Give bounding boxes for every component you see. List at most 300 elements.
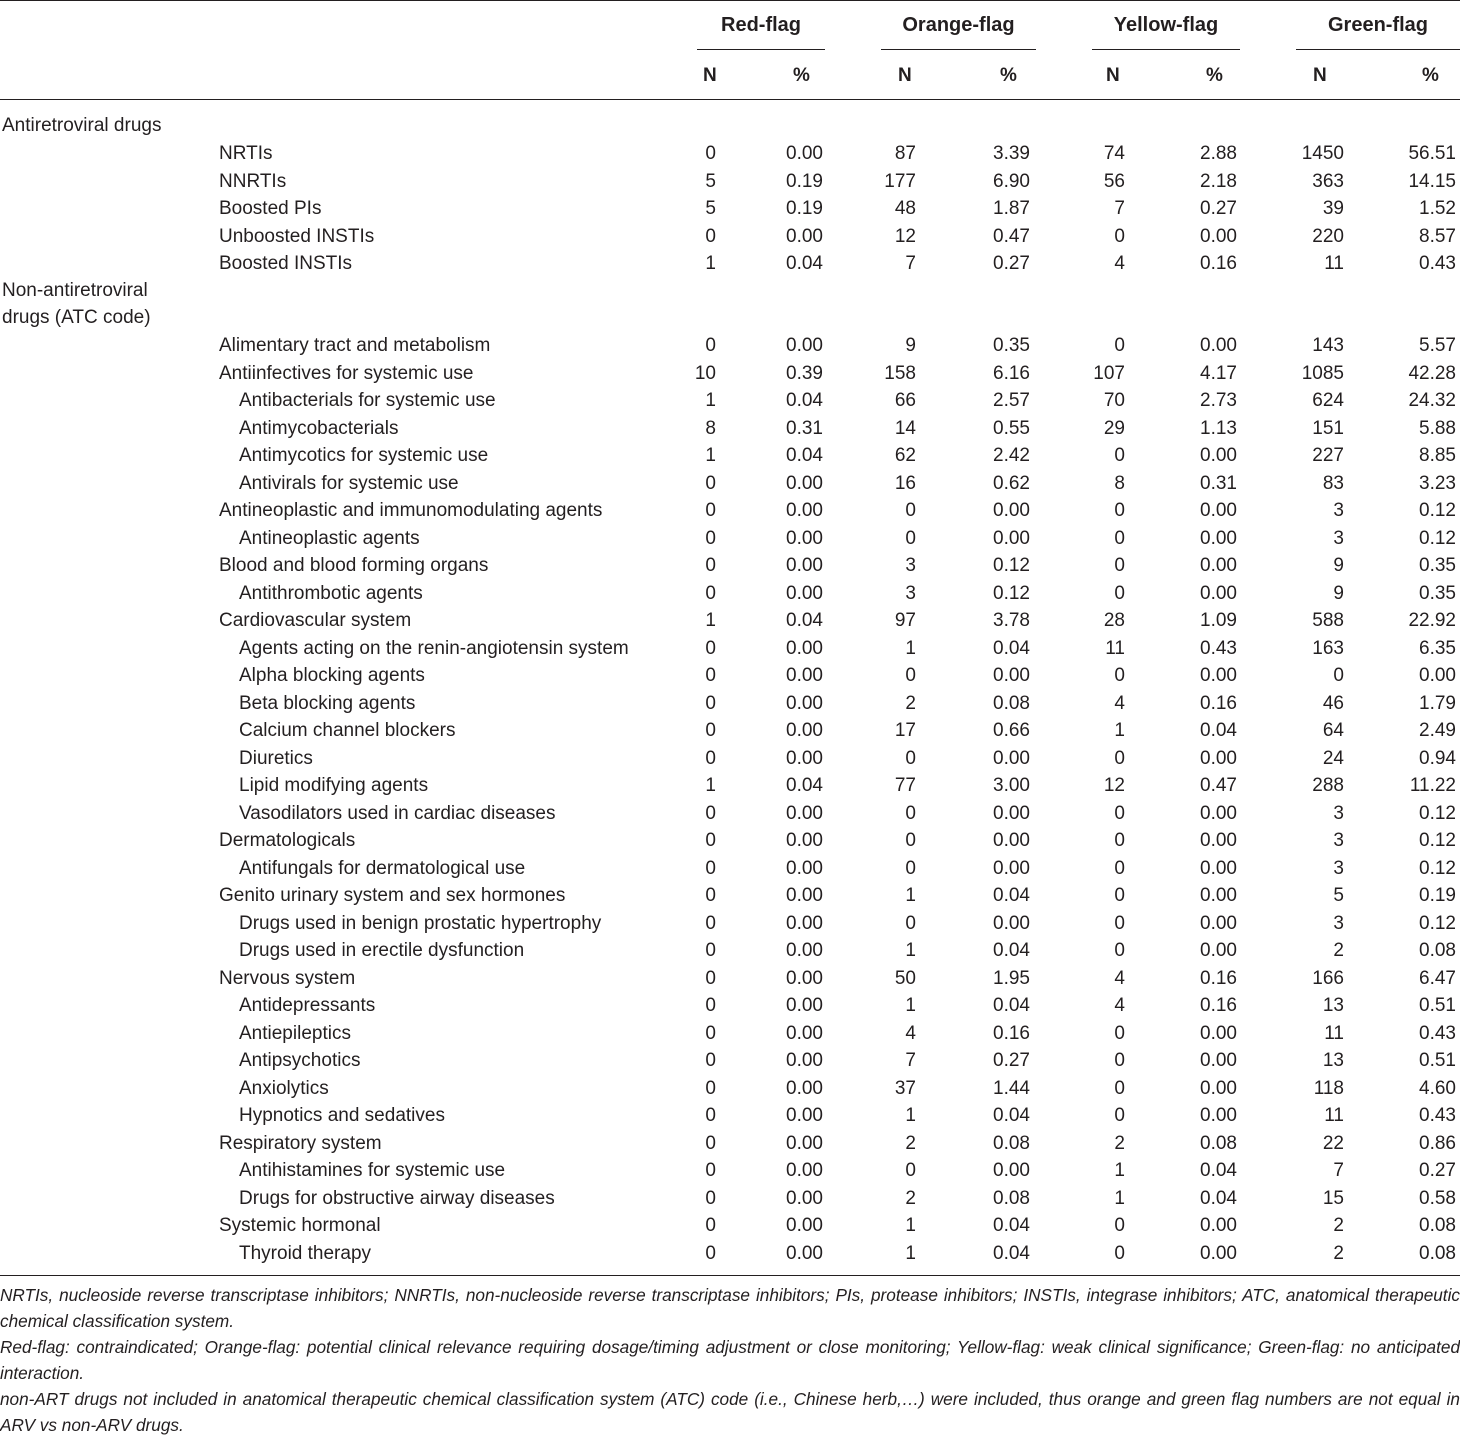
- pct-cell: 0.08: [993, 1187, 1030, 1209]
- row-label: Alpha blocking agents: [239, 665, 425, 686]
- section-non-antiretroviral-line2: [0, 304, 1460, 331]
- pct-cell: 2.73: [1200, 390, 1237, 411]
- n-cell: 0: [1114, 1215, 1125, 1236]
- table-row: [0, 332, 1460, 359]
- row-label: Antibacterials for systemic use: [239, 390, 496, 411]
- pct-cell: 0.00: [1200, 500, 1237, 521]
- row-label: Antiepileptics: [239, 1022, 351, 1044]
- n-cell: 0: [1114, 527, 1125, 549]
- n-cell: 0: [1333, 665, 1344, 686]
- footnotes: [0, 1282, 1460, 1438]
- n-cell: 1: [905, 1105, 916, 1126]
- pct-cell: 0.00: [786, 582, 823, 604]
- n-cell: 0: [705, 802, 716, 824]
- pct-cell: 0.00: [1200, 940, 1237, 961]
- pct-cell: 1.09: [1200, 610, 1237, 631]
- pct-cell: 1.52: [1419, 198, 1456, 219]
- table-row: [0, 772, 1460, 799]
- header-orange-rule: [881, 49, 1036, 50]
- table-row: [0, 745, 1460, 772]
- table-row: [0, 690, 1460, 717]
- section-label-line2: drugs (ATC code): [2, 307, 151, 328]
- header-yellow-n: N: [1106, 65, 1120, 86]
- row-label: Vasodilators used in cardiac diseases: [239, 802, 556, 824]
- n-cell: 7: [1114, 198, 1125, 219]
- pct-cell: 0.00: [786, 527, 823, 549]
- pct-cell: 0.00: [786, 1050, 823, 1071]
- pct-cell: 0.66: [993, 720, 1030, 741]
- table-row: [0, 552, 1460, 579]
- row-label: Boosted PIs: [219, 198, 322, 219]
- header-orange-flag: Orange-flag: [902, 14, 1015, 36]
- n-cell: 1: [1114, 720, 1125, 741]
- table-row: [0, 1185, 1460, 1212]
- table-row: [0, 827, 1460, 854]
- n-cell: 4: [1114, 692, 1125, 714]
- n-cell: 0: [705, 500, 716, 521]
- pct-cell: 0.00: [1200, 335, 1237, 356]
- pct-cell: 0.00: [786, 802, 823, 824]
- n-cell: 9: [905, 335, 916, 356]
- pct-cell: 0.00: [993, 830, 1030, 851]
- pct-cell: 0.00: [993, 665, 1030, 686]
- table-row: [0, 168, 1460, 195]
- n-cell: 3: [1333, 830, 1344, 851]
- n-cell: 0: [705, 1187, 716, 1209]
- n-cell: 1: [705, 445, 716, 466]
- pct-cell: 0.35: [993, 335, 1030, 356]
- n-cell: 0: [705, 143, 716, 164]
- row-label: Lipid modifying agents: [239, 775, 429, 796]
- pct-cell: 0.19: [1419, 885, 1456, 906]
- pct-cell: 0.27: [993, 1050, 1030, 1071]
- pct-cell: 0.00: [1200, 802, 1237, 824]
- n-cell: 1: [905, 940, 916, 961]
- row-label: Antimycotics for systemic use: [239, 445, 489, 466]
- row-label: Drugs used in erectile dysfunction: [239, 940, 525, 961]
- pct-cell: 0.04: [1200, 1160, 1237, 1181]
- pct-cell: 0.00: [786, 335, 823, 356]
- n-cell: 0: [705, 225, 716, 247]
- n-cell: 0: [705, 940, 716, 961]
- pct-cell: 0.00: [1200, 225, 1237, 247]
- row-label: Blood and blood forming organs: [219, 555, 489, 576]
- pct-cell: 0.04: [1200, 1187, 1237, 1209]
- n-cell: 0: [705, 1022, 716, 1044]
- n-cell: 3: [905, 582, 916, 604]
- pct-cell: 0.12: [1419, 912, 1456, 934]
- n-cell: 0: [705, 335, 716, 356]
- pct-cell: 0.47: [993, 225, 1030, 247]
- table-row: [0, 1240, 1460, 1267]
- n-cell: 3: [1333, 857, 1344, 879]
- n-cell: 2: [1333, 1215, 1344, 1236]
- pct-cell: 0.00: [993, 747, 1030, 769]
- n-cell: 1: [905, 1215, 916, 1236]
- section-label-line1: Non-antiretroviral: [2, 280, 148, 301]
- pct-cell: 2.49: [1419, 720, 1456, 741]
- n-cell: 3: [1333, 527, 1344, 549]
- pct-cell: 0.12: [1419, 802, 1456, 824]
- n-cell: 0: [905, 500, 916, 521]
- n-cell: 22: [1322, 1132, 1344, 1154]
- row-label: Antineoplastic agents: [239, 527, 420, 549]
- n-cell: 1085: [1301, 362, 1344, 384]
- table-top-rule: [0, 0, 1460, 1]
- row-label: Anxiolytics: [239, 1077, 329, 1099]
- row-label: Diuretics: [239, 747, 313, 769]
- pct-cell: 0.08: [1419, 1215, 1456, 1236]
- n-cell: 37: [894, 1077, 916, 1099]
- n-cell: 77: [894, 775, 916, 796]
- header-green-flag: Green-flag: [1327, 14, 1429, 36]
- n-cell: 28: [1103, 610, 1125, 631]
- pct-cell: 6.90: [993, 170, 1030, 192]
- pct-cell: 0.47: [1200, 775, 1237, 796]
- pct-cell: 14.15: [1408, 170, 1456, 192]
- footnote-non-art: non-ART drugs not included in anatomical therapeutic chemical classification system (ATC) code (i.e., Chinese herb,…) were included, thus orange and green flag numbers are not equal in ARV vs non-ARV drugs.: [0, 1389, 1460, 1435]
- row-label: Antivirals for systemic use: [239, 472, 459, 494]
- pct-cell: 0.00: [786, 225, 823, 247]
- pct-cell: 2.42: [993, 445, 1030, 466]
- n-cell: 0: [705, 995, 716, 1016]
- n-cell: 1: [705, 253, 716, 274]
- n-cell: 0: [705, 885, 716, 906]
- n-cell: 0: [705, 1077, 716, 1099]
- header-red-flag: Red-flag: [721, 14, 801, 36]
- n-cell: 151: [1312, 417, 1344, 439]
- header-yellow-rule: [1092, 49, 1240, 50]
- pct-cell: 0.00: [786, 857, 823, 879]
- n-cell: 0: [705, 830, 716, 851]
- section-antiretroviral: [0, 112, 1460, 139]
- pct-cell: 0.04: [993, 885, 1030, 906]
- n-cell: 12: [894, 225, 916, 247]
- n-cell: 0: [1114, 582, 1125, 604]
- n-cell: 0: [905, 747, 916, 769]
- pct-cell: 3.39: [993, 143, 1030, 164]
- row-label: Alimentary tract and metabolism: [219, 335, 491, 356]
- pct-cell: 0.04: [993, 1242, 1030, 1264]
- pct-cell: 0.00: [1200, 1105, 1237, 1126]
- pct-cell: 2.18: [1200, 170, 1237, 192]
- pct-cell: 0.00: [786, 1022, 823, 1044]
- pct-cell: 0.12: [1419, 830, 1456, 851]
- n-cell: 0: [1114, 857, 1125, 879]
- n-cell: 11: [1324, 253, 1344, 274]
- pct-cell: 0.08: [1419, 940, 1456, 961]
- n-cell: 4: [1114, 253, 1125, 274]
- pct-cell: 0.51: [1419, 995, 1456, 1016]
- footnote-flags: Red-flag: contraindicated; Orange-flag: potential clinical relevance requiring dosage/timing adjustment or close monitoring; Yellow-flag: weak clinical significance; Green-flag: no anticipated interaction.: [0, 1337, 1460, 1383]
- n-cell: 2: [1333, 1242, 1344, 1264]
- n-cell: 2: [1333, 940, 1344, 961]
- pct-cell: 4.60: [1419, 1077, 1456, 1099]
- n-cell: 1: [905, 637, 916, 659]
- pct-cell: 0.43: [1419, 1022, 1456, 1044]
- table-row: [0, 1212, 1460, 1239]
- pct-cell: 6.47: [1419, 967, 1456, 989]
- n-cell: 1: [1114, 1160, 1125, 1181]
- n-cell: 12: [1103, 775, 1125, 796]
- n-cell: 4: [905, 1022, 916, 1044]
- row-label: Nervous system: [219, 967, 356, 989]
- n-cell: 7: [905, 253, 916, 274]
- header-yellow-flag: Yellow-flag: [1113, 14, 1219, 36]
- n-cell: 220: [1312, 225, 1344, 247]
- pct-cell: 0.04: [993, 995, 1030, 1016]
- n-cell: 64: [1322, 720, 1344, 741]
- row-label: Antihistamines for systemic use: [239, 1160, 506, 1181]
- table-row: [0, 497, 1460, 524]
- n-cell: 70: [1103, 390, 1125, 411]
- pct-cell: 0.12: [993, 582, 1030, 604]
- row-label: Respiratory system: [219, 1132, 382, 1154]
- pct-cell: 0.31: [786, 417, 823, 439]
- n-cell: 74: [1103, 143, 1125, 164]
- pct-cell: 0.00: [786, 967, 823, 989]
- n-cell: 8: [705, 417, 716, 439]
- pct-cell: 0.00: [1200, 665, 1237, 686]
- pct-cell: 0.08: [993, 692, 1030, 714]
- n-cell: 0: [1114, 1050, 1125, 1071]
- pct-cell: 1.87: [993, 198, 1030, 219]
- pct-cell: 0.00: [993, 527, 1030, 549]
- pct-cell: 6.35: [1419, 637, 1456, 659]
- n-cell: 0: [705, 720, 716, 741]
- table-row: [0, 882, 1460, 909]
- n-cell: 0: [705, 1105, 716, 1126]
- pct-cell: 0.35: [1419, 582, 1456, 604]
- pct-cell: 0.00: [1200, 912, 1237, 934]
- header-red-rule: [697, 49, 825, 50]
- n-cell: 0: [1114, 1242, 1125, 1264]
- pct-cell: 0.00: [1200, 857, 1237, 879]
- pct-cell: 0.04: [993, 637, 1030, 659]
- n-cell: 11: [1324, 1105, 1344, 1126]
- n-cell: 62: [894, 445, 916, 466]
- pct-cell: 0.08: [993, 1132, 1030, 1154]
- table-row: [0, 800, 1460, 827]
- table-row: [0, 937, 1460, 964]
- n-cell: 0: [905, 802, 916, 824]
- pct-cell: 0.58: [1419, 1187, 1456, 1209]
- n-cell: 4: [1114, 995, 1125, 1016]
- pct-cell: 2.57: [993, 390, 1030, 411]
- n-cell: 0: [705, 967, 716, 989]
- n-cell: 0: [705, 1215, 716, 1236]
- pct-cell: 0.27: [993, 253, 1030, 274]
- pct-cell: 22.92: [1408, 610, 1456, 631]
- table-row: [0, 470, 1460, 497]
- header-bottom-rule: [0, 99, 1460, 100]
- n-cell: 2: [1114, 1132, 1125, 1154]
- row-label: Boosted INSTIs: [219, 253, 353, 274]
- pct-cell: 0.00: [993, 500, 1030, 521]
- row-label: Dermatologicals: [219, 830, 356, 851]
- n-cell: 288: [1312, 775, 1344, 796]
- pct-cell: 0.00: [786, 1132, 823, 1154]
- row-label: Agents acting on the renin-angiotensin system: [239, 637, 629, 659]
- n-cell: 0: [705, 582, 716, 604]
- pct-cell: 0.00: [786, 1242, 823, 1264]
- table-row: [0, 1130, 1460, 1157]
- n-cell: 0: [705, 857, 716, 879]
- pct-cell: 11.22: [1409, 775, 1456, 796]
- n-cell: 50: [894, 967, 916, 989]
- row-label: Antidepressants: [239, 995, 376, 1016]
- n-cell: 11: [1324, 1022, 1344, 1044]
- pct-cell: 0.00: [1200, 830, 1237, 851]
- row-label: Antipsychotics: [239, 1050, 361, 1071]
- pct-cell: 2.88: [1200, 143, 1237, 164]
- pct-cell: 0.00: [786, 143, 823, 164]
- row-label: Hypnotics and sedatives: [239, 1105, 445, 1126]
- row-label: Antineoplastic and immunomodulating agents: [219, 500, 603, 521]
- n-cell: 66: [894, 390, 916, 411]
- n-cell: 11: [1105, 637, 1125, 659]
- table-row: [0, 1047, 1460, 1074]
- n-cell: 13: [1322, 995, 1344, 1016]
- header-green-pct: %: [1422, 65, 1439, 86]
- row-label: Genito urinary system and sex hormones: [219, 885, 566, 906]
- pct-cell: 0.00: [786, 1160, 823, 1181]
- n-cell: 143: [1312, 335, 1344, 356]
- n-cell: 0: [905, 857, 916, 879]
- pct-cell: 0.00: [1200, 1050, 1237, 1071]
- n-cell: 13: [1322, 1050, 1344, 1071]
- table-row: [0, 1102, 1460, 1129]
- pct-cell: 0.43: [1200, 637, 1237, 659]
- n-cell: 1: [705, 775, 716, 796]
- n-cell: 3: [1333, 500, 1344, 521]
- pct-cell: 5.57: [1419, 335, 1456, 356]
- n-cell: 0: [1114, 747, 1125, 769]
- n-cell: 0: [705, 472, 716, 494]
- n-cell: 0: [705, 1132, 716, 1154]
- n-cell: 1: [905, 885, 916, 906]
- n-cell: 7: [1333, 1160, 1344, 1181]
- n-cell: 16: [894, 472, 916, 494]
- pct-cell: 0.16: [1200, 967, 1237, 989]
- pct-cell: 0.16: [1200, 995, 1237, 1016]
- row-label: Cardiovascular system: [219, 610, 412, 631]
- n-cell: 0: [1114, 555, 1125, 576]
- table-row: [0, 387, 1460, 414]
- n-cell: 227: [1312, 445, 1344, 466]
- n-cell: 2: [905, 692, 916, 714]
- n-cell: 29: [1103, 417, 1125, 439]
- table-row: [0, 1020, 1460, 1047]
- pct-cell: 0.00: [1419, 665, 1456, 686]
- pct-cell: 0.31: [1200, 472, 1237, 494]
- n-cell: 118: [1313, 1077, 1344, 1099]
- table-row: [0, 580, 1460, 607]
- pct-cell: 8.57: [1419, 225, 1456, 247]
- row-label: Antiinfectives for systemic use: [219, 362, 474, 384]
- pct-cell: 0.27: [1200, 198, 1237, 219]
- table-row: [0, 525, 1460, 552]
- pct-cell: 0.04: [786, 775, 823, 796]
- pct-cell: 0.00: [1200, 445, 1237, 466]
- pct-cell: 0.00: [993, 1160, 1030, 1181]
- header-yellow-pct: %: [1206, 65, 1223, 86]
- pct-cell: 0.00: [993, 802, 1030, 824]
- n-cell: 0: [705, 692, 716, 714]
- header-red-n: N: [703, 65, 717, 86]
- n-cell: 0: [705, 912, 716, 934]
- n-cell: 39: [1322, 198, 1344, 219]
- n-cell: 24: [1322, 747, 1344, 769]
- pct-cell: 0.62: [993, 472, 1030, 494]
- pct-cell: 0.00: [786, 1187, 823, 1209]
- table-row: [0, 195, 1460, 222]
- pct-cell: 0.12: [1419, 527, 1456, 549]
- pct-cell: 0.04: [993, 940, 1030, 961]
- row-label: Unboosted INSTIs: [219, 225, 375, 247]
- n-cell: 0: [705, 1242, 716, 1264]
- pct-cell: 0.00: [786, 720, 823, 741]
- pct-cell: 3.00: [993, 775, 1030, 796]
- n-cell: 15: [1322, 1187, 1344, 1209]
- pct-cell: 0.12: [993, 555, 1030, 576]
- pct-cell: 0.08: [1200, 1132, 1237, 1154]
- pct-cell: 0.00: [786, 995, 823, 1016]
- row-label: Thyroid therapy: [239, 1242, 372, 1264]
- pct-cell: 5.88: [1419, 417, 1456, 439]
- pct-cell: 0.00: [786, 747, 823, 769]
- pct-cell: 0.19: [786, 198, 823, 219]
- pct-cell: 0.00: [1200, 555, 1237, 576]
- row-label: Antithrombotic agents: [239, 582, 423, 604]
- header-green-n: N: [1313, 65, 1327, 86]
- n-cell: 624: [1312, 390, 1344, 411]
- table-row: [0, 442, 1460, 469]
- n-cell: 1: [905, 1242, 916, 1264]
- n-cell: 0: [905, 912, 916, 934]
- n-cell: 56: [1103, 170, 1125, 192]
- n-cell: 5: [705, 170, 716, 192]
- table-row: [0, 1157, 1460, 1184]
- row-label: Drugs for obstructive airway diseases: [239, 1187, 555, 1209]
- table-row: [0, 250, 1460, 277]
- row-label: NRTIs: [219, 143, 273, 164]
- pct-cell: 0.00: [786, 500, 823, 521]
- pct-cell: 1.13: [1200, 417, 1237, 439]
- pct-cell: 0.00: [1200, 1022, 1237, 1044]
- n-cell: 107: [1093, 362, 1125, 384]
- pct-cell: 0.00: [1200, 1242, 1237, 1264]
- pct-cell: 4.17: [1200, 362, 1237, 384]
- pct-cell: 0.94: [1419, 747, 1456, 769]
- n-cell: 0: [705, 747, 716, 769]
- n-cell: 0: [1114, 1105, 1125, 1126]
- n-cell: 8: [1114, 472, 1125, 494]
- pct-cell: 0.12: [1419, 500, 1456, 521]
- table-row: [0, 635, 1460, 662]
- n-cell: 588: [1312, 610, 1344, 631]
- n-cell: 177: [884, 170, 916, 192]
- pct-cell: 0.86: [1419, 1132, 1456, 1154]
- n-cell: 163: [1312, 637, 1344, 659]
- pct-cell: 0.00: [786, 665, 823, 686]
- row-label: Systemic hormonal: [219, 1215, 381, 1236]
- n-cell: 3: [905, 555, 916, 576]
- row-label: Antifungals for dermatological use: [239, 857, 526, 879]
- pct-cell: 0.00: [1200, 1215, 1237, 1236]
- pct-cell: 0.00: [786, 1105, 823, 1126]
- pct-cell: 0.00: [1200, 747, 1237, 769]
